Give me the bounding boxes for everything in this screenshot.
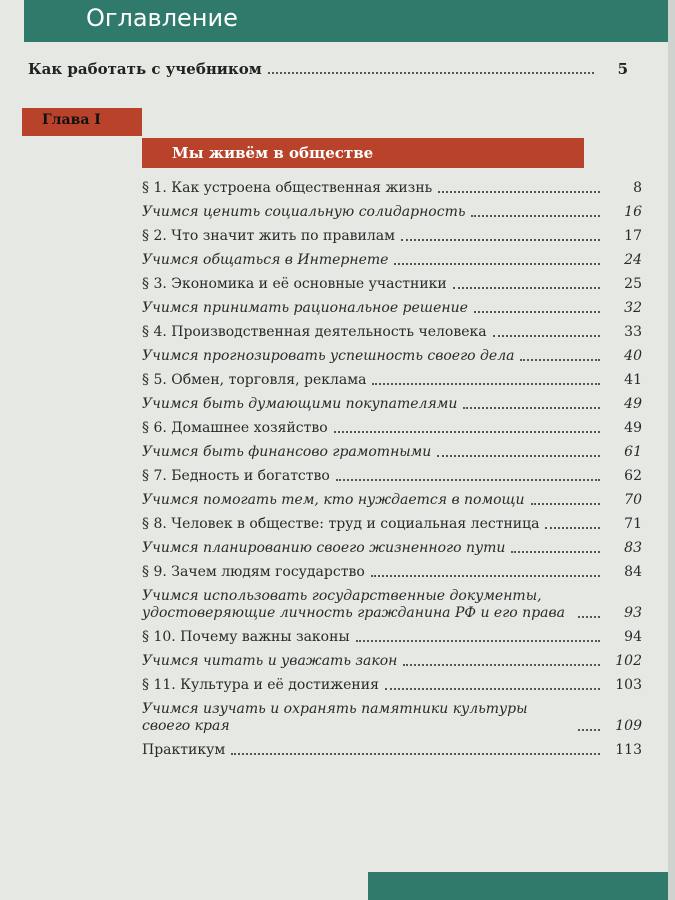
toc-entry-page: 109	[615, 718, 642, 734]
toc-entry-page: 70	[624, 492, 642, 508]
toc-entry-title: § 7. Бедность и богатство	[142, 468, 330, 484]
toc-entry-title: Учимся быть финансово грамотными	[142, 444, 432, 460]
dot-leader	[578, 729, 600, 731]
toc-paragraph	[142, 516, 642, 533]
chapter-bar	[142, 138, 584, 168]
toc-lesson	[142, 653, 642, 670]
toc-paragraph	[142, 180, 642, 197]
toc-lesson	[142, 588, 642, 622]
toc-paragraph	[142, 324, 642, 341]
toc-entry-page: 25	[624, 276, 642, 292]
toc-entry-title: § 5. Обмен, торговля, реклама	[142, 372, 367, 388]
dot-leader	[437, 455, 600, 457]
intro-page: 5	[617, 60, 628, 78]
dot-leader	[385, 688, 600, 690]
toc-entry-page: 83	[624, 540, 642, 556]
toc-entry-page: 41	[624, 372, 642, 388]
dot-leader	[511, 551, 600, 553]
toc-paragraph	[142, 276, 642, 293]
toc-entry-page: 32	[624, 300, 642, 316]
toc-entry-page: 84	[624, 564, 642, 580]
toc-paragraph	[142, 228, 642, 245]
toc-entry-title: § 4. Производственная деятельность человека	[142, 324, 487, 340]
dot-leader	[463, 407, 600, 409]
chapter-tag	[22, 108, 142, 136]
dot-leader	[493, 335, 600, 337]
dot-leader	[545, 527, 600, 529]
toc-entry-title: Учимся принимать рациональное решение	[142, 300, 468, 316]
toc-lesson	[142, 444, 642, 461]
toc-list	[142, 180, 642, 766]
toc-paragraph	[142, 420, 642, 437]
toc-lesson	[142, 540, 642, 557]
toc-entry-title: Учимся быть думающими покупателями	[142, 396, 458, 412]
toc-entry-page: 62	[624, 468, 642, 484]
toc-entry-page: 71	[624, 516, 642, 532]
toc-paragraph	[142, 742, 642, 759]
toc-entry-title: Учимся ценить социальную солидарность	[142, 204, 466, 220]
toc-paragraph	[142, 677, 642, 694]
dot-leader	[531, 503, 600, 505]
toc-lesson	[142, 300, 642, 317]
dot-leader	[578, 616, 600, 618]
toc-paragraph	[142, 564, 642, 581]
toc-entry-page: 61	[624, 444, 642, 460]
toc-lesson	[142, 348, 642, 365]
dot-leader	[438, 191, 600, 193]
dot-leader	[453, 287, 600, 289]
toc-entry-page: 49	[624, 420, 642, 436]
dot-leader	[403, 664, 600, 666]
toc-lesson	[142, 492, 642, 509]
toc-paragraph	[142, 629, 642, 646]
dot-leader	[371, 575, 600, 577]
toc-entry-title: Учимся прогнозировать успешность своего дела	[142, 348, 515, 364]
dot-leader	[372, 383, 600, 385]
toc-entry-title: Учимся изучать и охранять памятники культуры своего края	[142, 701, 528, 734]
toc-entry-title: § 11. Культура и её достижения	[142, 677, 379, 693]
intro-entry	[28, 60, 628, 86]
toc-paragraph	[142, 372, 642, 389]
page-edge	[668, 0, 675, 900]
toc-entry-title: Практикум	[142, 742, 226, 758]
dot-leader	[401, 239, 600, 241]
toc-lesson	[142, 204, 642, 221]
page-title: Оглавление	[86, 4, 238, 32]
toc-entry-page: 113	[615, 742, 642, 758]
chapter-title: Мы живём в обществе	[172, 144, 374, 162]
toc-entry-title: Учимся использовать государственные документы, удостоверяющие личность гражданина РФ и его права	[142, 588, 565, 621]
header-bar	[24, 0, 668, 42]
toc-entry-title: § 8. Человек в обществе: труд и социальная лестница	[142, 516, 540, 532]
dot-leader	[394, 263, 600, 265]
dot-leader	[356, 640, 600, 642]
dot-leader	[334, 431, 600, 433]
toc-entry-title: § 1. Как устроена общественная жизнь	[142, 180, 433, 196]
toc-entry-page: 17	[624, 228, 642, 244]
dot-leader	[336, 479, 600, 481]
toc-entry-page: 49	[624, 396, 642, 412]
toc-entry-title: Учимся читать и уважать закон	[142, 653, 398, 669]
cover-corner	[368, 872, 668, 900]
dot-leader	[474, 311, 600, 313]
toc-entry-page: 33	[624, 324, 642, 340]
toc-entry-page: 8	[633, 180, 642, 196]
toc-entry-page: 40	[624, 348, 642, 364]
toc-entry-title: § 9. Зачем людям государство	[142, 564, 365, 580]
toc-paragraph	[142, 468, 642, 485]
toc-entry-title: § 2. Что значит жить по правилам	[142, 228, 396, 244]
toc-entry-title: § 3. Экономика и её основные участники	[142, 276, 447, 292]
toc-entry-title: Учимся общаться в Интернете	[142, 252, 389, 268]
toc-entry-title: Учимся планированию своего жизненного пути	[142, 540, 506, 556]
toc-lesson	[142, 252, 642, 269]
toc-entry-page: 94	[624, 629, 642, 645]
toc-entry-page: 24	[624, 252, 642, 268]
toc-lesson	[142, 701, 642, 735]
toc-entry-page: 103	[615, 677, 642, 693]
toc-entry-page: 102	[615, 653, 642, 669]
toc-entry-title: § 10. Почему важны законы	[142, 629, 350, 645]
dot-leader	[268, 72, 594, 74]
toc-entry-page: 16	[624, 204, 642, 220]
toc-entry-title: Учимся помогать тем, кто нуждается в помощи	[142, 492, 525, 508]
dot-leader	[520, 359, 600, 361]
toc-entry-title: § 6. Домашнее хозяйство	[142, 420, 328, 436]
dot-leader	[231, 753, 600, 755]
chapter-number: Глава I	[42, 112, 101, 128]
toc-lesson	[142, 396, 642, 413]
intro-label: Как работать с учебником	[28, 60, 262, 78]
dot-leader	[471, 215, 600, 217]
toc-entry-page: 93	[624, 605, 642, 621]
